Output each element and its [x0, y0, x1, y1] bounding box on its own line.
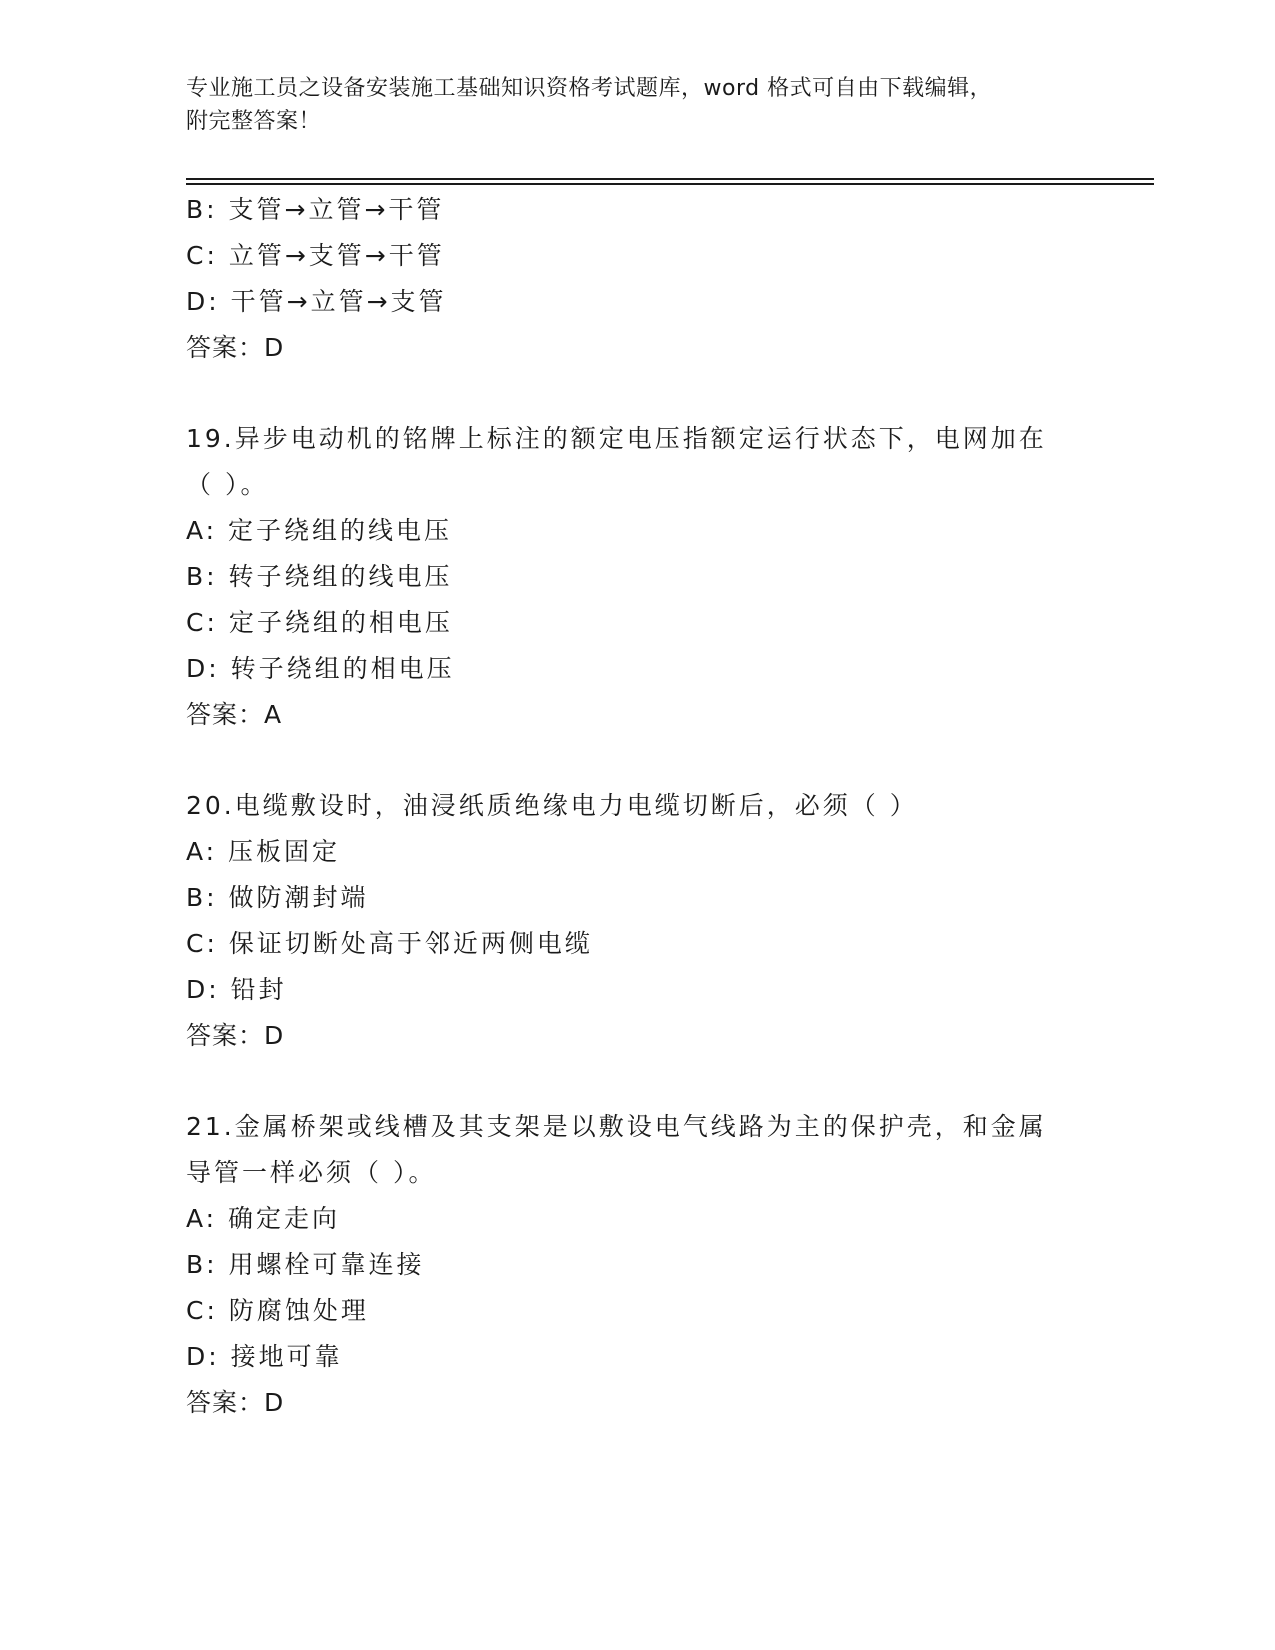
- option-b: B: 支管→立管→干管: [186, 195, 445, 224]
- option-b: B: 用螺栓可靠连接: [186, 1250, 425, 1279]
- option-c: C: 立管→支管→干管: [186, 241, 445, 270]
- question-spacer: [186, 738, 1086, 783]
- question-stem-line-1: 21.金属桥架或线槽及其支架是以敷设电气线路为主的保护壳，和金属: [186, 1112, 1047, 1141]
- question-18-continuation: [186, 187, 1086, 371]
- header-divider-bottom: [186, 183, 1154, 185]
- question-21: [186, 1104, 1086, 1426]
- option-b: B: 做防潮封端: [186, 883, 369, 912]
- question-20: [186, 783, 1086, 1059]
- header-divider-top: [186, 178, 1154, 180]
- answer-line: 答案：D: [186, 1388, 285, 1417]
- option-d: D: 转子绕组的相电压: [186, 654, 455, 683]
- question-stem-line-1: 19.异步电动机的铭牌上标注的额定电压指额定运行状态下，电网加在: [186, 424, 1047, 453]
- option-c: C: 定子绕组的相电压: [186, 608, 453, 637]
- question-stem-line-2: 导管一样必须（ ）。: [186, 1158, 437, 1187]
- option-a: A: 确定走向: [186, 1204, 341, 1233]
- header-line-2: 附完整答案！: [186, 109, 322, 134]
- option-d: D: 铅封: [186, 975, 287, 1004]
- answer-line: 答案：D: [186, 1021, 285, 1050]
- answer-line: 答案：D: [186, 333, 285, 362]
- question-stem-line-2: （ ）。: [186, 470, 269, 499]
- question-stem-line-1: 20.电缆敷设时，油浸纸质绝缘电力电缆切断后，必须（ ）: [186, 791, 918, 820]
- option-b: B: 转子绕组的线电压: [186, 562, 453, 591]
- option-c: C: 防腐蚀处理: [186, 1296, 369, 1325]
- question-list: [186, 187, 1086, 1426]
- option-c: C: 保证切断处高于邻近两侧电缆: [186, 929, 593, 958]
- option-a: A: 定子绕组的线电压: [186, 516, 453, 545]
- question-spacer: [186, 1059, 1086, 1104]
- header-line-1: 专业施工员之设备安装施工基础知识资格考试题库，word 格式可自由下载编辑，: [186, 76, 993, 101]
- question-spacer: [186, 371, 1086, 416]
- question-19: [186, 416, 1086, 738]
- option-a: A: 压板固定: [186, 837, 341, 866]
- document-header: [186, 72, 1066, 138]
- answer-line: 答案：A: [186, 700, 283, 729]
- option-d: D: 接地可靠: [186, 1342, 343, 1371]
- option-d: D: 干管→立管→支管: [186, 287, 447, 316]
